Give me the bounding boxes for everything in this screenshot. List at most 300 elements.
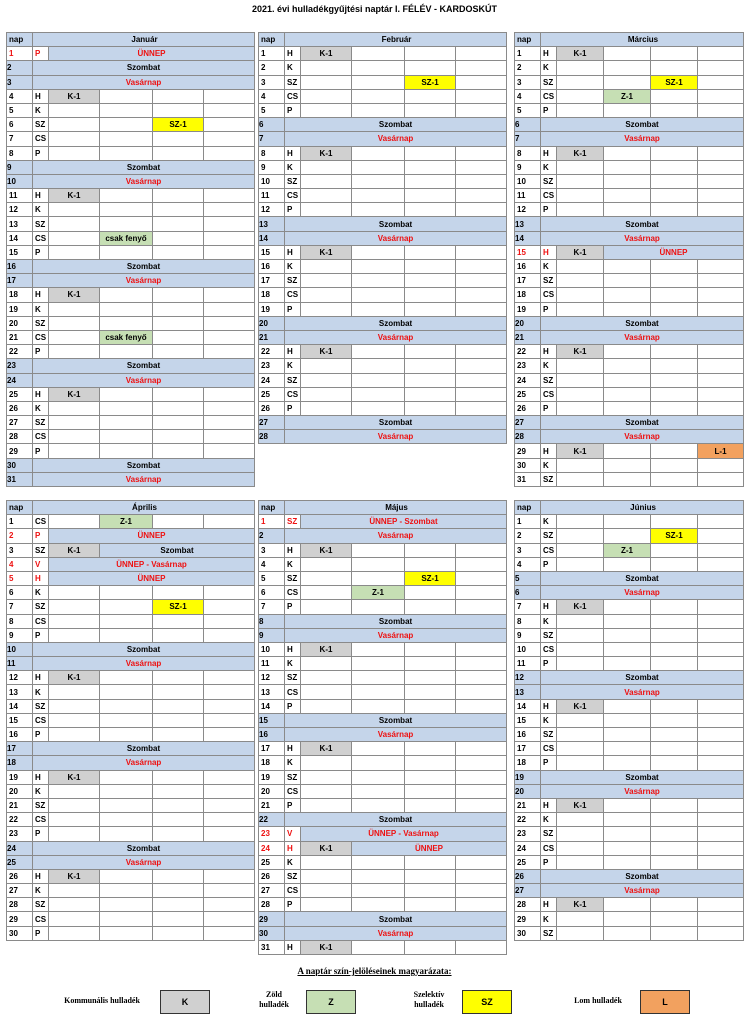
day-row — [259, 217, 507, 231]
empty-cell — [456, 61, 507, 75]
empty-cell — [204, 231, 255, 245]
empty-cell — [557, 189, 604, 203]
weekday-code: H — [33, 770, 49, 784]
empty-cell — [456, 345, 507, 359]
day-row — [259, 47, 507, 61]
day-number: 31 — [259, 940, 285, 954]
weekday-code: SZ — [285, 75, 301, 89]
empty-cell — [153, 884, 204, 898]
day-row — [259, 345, 507, 359]
month-table-aprilis — [6, 500, 255, 941]
empty-cell — [651, 798, 698, 812]
empty-cell — [604, 713, 651, 727]
weekday-code: K — [541, 515, 557, 529]
empty-cell — [604, 472, 651, 486]
day-note: Szombat — [33, 260, 255, 274]
day-number: 21 — [515, 330, 541, 344]
weekday-code: SZ — [33, 543, 49, 557]
day-number: 13 — [7, 685, 33, 699]
day-number: 6 — [7, 118, 33, 132]
day-row — [7, 813, 255, 827]
day-number: 13 — [515, 685, 541, 699]
empty-cell — [301, 756, 352, 770]
empty-cell — [651, 260, 698, 274]
empty-cell — [698, 699, 744, 713]
empty-cell — [698, 926, 744, 940]
empty-cell — [405, 89, 456, 103]
day-note: Szombat — [541, 770, 744, 784]
day-note: Szombat — [33, 458, 255, 472]
empty-cell — [49, 699, 100, 713]
day-number: 1 — [7, 515, 33, 529]
empty-cell — [698, 146, 744, 160]
empty-cell — [100, 628, 153, 642]
weekday-code: K — [33, 302, 49, 316]
empty-cell — [100, 728, 153, 742]
empty-cell — [604, 515, 651, 529]
empty-cell — [604, 728, 651, 742]
weekday-code: CS — [33, 330, 49, 344]
day-note: Szombat — [33, 160, 255, 174]
empty-cell — [100, 430, 153, 444]
day-number: 10 — [7, 174, 33, 188]
empty-cell — [100, 103, 153, 117]
day-number: 7 — [259, 132, 285, 146]
day-row — [515, 203, 744, 217]
day-note: ÜNNEP — [49, 47, 255, 61]
collection-marker: SZ-1 — [153, 600, 204, 614]
empty-cell — [100, 699, 153, 713]
day-number: 15 — [7, 713, 33, 727]
day-row — [259, 274, 507, 288]
empty-cell — [352, 855, 405, 869]
empty-cell — [153, 671, 204, 685]
empty-cell — [301, 784, 352, 798]
empty-cell — [49, 798, 100, 812]
day-number: 18 — [259, 288, 285, 302]
empty-cell — [49, 245, 100, 259]
day-row — [259, 245, 507, 259]
collection-marker: K-1 — [49, 770, 100, 784]
empty-cell — [49, 827, 100, 841]
day-row — [515, 557, 744, 571]
empty-cell — [100, 586, 153, 600]
day-number: 12 — [515, 203, 541, 217]
weekday-code: H — [285, 940, 301, 954]
empty-cell — [204, 912, 255, 926]
empty-cell — [456, 203, 507, 217]
day-row — [7, 671, 255, 685]
empty-cell — [100, 89, 153, 103]
legend-box-zold: Z — [306, 990, 356, 1014]
day-row — [259, 685, 507, 699]
day-row — [7, 699, 255, 713]
weekday-code: SZ — [285, 869, 301, 883]
day-row — [515, 458, 744, 472]
day-note: ÜNNEP — [352, 841, 507, 855]
day-number: 12 — [515, 671, 541, 685]
empty-cell — [153, 869, 204, 883]
empty-cell — [604, 600, 651, 614]
day-row — [7, 75, 255, 89]
weekday-code: K — [33, 685, 49, 699]
weekday-code: H — [33, 288, 49, 302]
day-note: Szombat — [285, 713, 507, 727]
empty-cell — [604, 798, 651, 812]
weekday-code: K — [285, 160, 301, 174]
empty-cell — [352, 302, 405, 316]
day-row — [259, 401, 507, 415]
day-number: 2 — [259, 529, 285, 543]
weekday-code: K — [285, 260, 301, 274]
day-row — [515, 416, 744, 430]
empty-cell — [698, 600, 744, 614]
empty-cell — [557, 359, 604, 373]
empty-cell — [698, 813, 744, 827]
empty-cell — [100, 827, 153, 841]
day-number: 5 — [515, 571, 541, 585]
day-note: Vasárnap — [541, 586, 744, 600]
empty-cell — [698, 756, 744, 770]
day-row — [7, 373, 255, 387]
day-row — [7, 260, 255, 274]
weekday-code: CS — [541, 642, 557, 656]
empty-cell — [604, 174, 651, 188]
empty-cell — [456, 387, 507, 401]
day-row — [7, 274, 255, 288]
day-row — [7, 89, 255, 103]
empty-cell — [651, 841, 698, 855]
weekday-code: P — [285, 798, 301, 812]
weekday-code: SZ — [33, 316, 49, 330]
day-number: 2 — [515, 61, 541, 75]
day-row — [515, 515, 744, 529]
empty-cell — [153, 728, 204, 742]
weekday-code: CS — [285, 586, 301, 600]
day-number: 19 — [7, 302, 33, 316]
empty-cell — [301, 699, 352, 713]
weekday-code: SZ — [541, 926, 557, 940]
day-row — [7, 685, 255, 699]
empty-cell — [456, 756, 507, 770]
weekday-code: CS — [33, 614, 49, 628]
day-row — [259, 330, 507, 344]
empty-cell — [604, 642, 651, 656]
collection-marker: K-1 — [557, 47, 604, 61]
day-number: 7 — [7, 132, 33, 146]
day-number: 17 — [259, 742, 285, 756]
weekday-code: P — [541, 557, 557, 571]
weekday-code: SZ — [33, 416, 49, 430]
day-row — [7, 430, 255, 444]
day-row — [515, 699, 744, 713]
day-number: 12 — [7, 671, 33, 685]
empty-cell — [204, 316, 255, 330]
empty-cell — [100, 713, 153, 727]
empty-cell — [604, 444, 651, 458]
day-number: 13 — [7, 217, 33, 231]
empty-cell — [153, 401, 204, 415]
weekday-code: K — [541, 813, 557, 827]
empty-cell — [557, 614, 604, 628]
month-name: Május — [285, 501, 507, 515]
empty-cell — [153, 330, 204, 344]
empty-cell — [557, 713, 604, 727]
day-number: 19 — [515, 302, 541, 316]
empty-cell — [456, 586, 507, 600]
empty-cell — [153, 444, 204, 458]
collection-marker: SZ-1 — [153, 118, 204, 132]
day-row — [259, 600, 507, 614]
empty-cell — [698, 557, 744, 571]
empty-cell — [405, 543, 456, 557]
collection-marker: K-1 — [301, 543, 352, 557]
month-name: Február — [285, 33, 507, 47]
day-row — [7, 146, 255, 160]
empty-cell — [557, 288, 604, 302]
day-number: 21 — [7, 330, 33, 344]
empty-cell — [204, 330, 255, 344]
collection-marker: K-1 — [301, 642, 352, 656]
day-row — [7, 132, 255, 146]
day-number: 1 — [7, 47, 33, 61]
day-number: 4 — [515, 557, 541, 571]
calendar-title: 2021. évi hulladékgyűjtési naptár I. FÉLÉV - KARDOSKÚT — [251, 4, 498, 14]
day-row — [259, 174, 507, 188]
day-row — [7, 926, 255, 940]
day-number: 22 — [515, 345, 541, 359]
empty-cell — [49, 146, 100, 160]
empty-cell — [698, 841, 744, 855]
month-table-marcius — [514, 32, 744, 487]
day-row — [259, 515, 507, 529]
empty-cell — [352, 345, 405, 359]
empty-cell — [352, 671, 405, 685]
empty-cell — [557, 458, 604, 472]
empty-cell — [153, 515, 204, 529]
day-number: 6 — [7, 586, 33, 600]
day-row — [515, 855, 744, 869]
empty-cell — [651, 699, 698, 713]
collection-marker: Z-1 — [100, 515, 153, 529]
day-number: 5 — [259, 571, 285, 585]
empty-cell — [301, 288, 352, 302]
empty-cell — [49, 898, 100, 912]
empty-cell — [204, 869, 255, 883]
weekday-code: H — [285, 642, 301, 656]
weekday-code: P — [541, 756, 557, 770]
day-row — [259, 657, 507, 671]
empty-cell — [204, 288, 255, 302]
day-note: Vasárnap — [541, 430, 744, 444]
day-row — [7, 642, 255, 656]
empty-cell — [100, 884, 153, 898]
empty-cell — [456, 302, 507, 316]
empty-cell — [352, 203, 405, 217]
empty-cell — [204, 628, 255, 642]
empty-cell — [698, 174, 744, 188]
day-row — [7, 884, 255, 898]
day-number: 23 — [515, 359, 541, 373]
day-note: Vasárnap — [33, 274, 255, 288]
empty-cell — [204, 444, 255, 458]
day-number: 5 — [7, 103, 33, 117]
day-note: Szombat — [33, 61, 255, 75]
weekday-code: P — [33, 926, 49, 940]
empty-cell — [204, 401, 255, 415]
collection-marker: K-1 — [557, 245, 604, 259]
empty-cell — [698, 160, 744, 174]
weekday-code: P — [33, 728, 49, 742]
empty-cell — [405, 756, 456, 770]
empty-cell — [49, 444, 100, 458]
day-note: Szombat — [285, 217, 507, 231]
empty-cell — [651, 855, 698, 869]
weekday-code: CS — [285, 387, 301, 401]
day-number: 20 — [515, 784, 541, 798]
day-number: 18 — [515, 756, 541, 770]
day-number: 18 — [7, 756, 33, 770]
day-note: Vasárnap — [285, 132, 507, 146]
collection-marker: K-1 — [301, 841, 352, 855]
weekday-code: P — [33, 47, 49, 61]
day-row — [7, 231, 255, 245]
day-number: 10 — [515, 642, 541, 656]
empty-cell — [301, 75, 352, 89]
day-number: 22 — [7, 813, 33, 827]
empty-cell — [153, 926, 204, 940]
empty-cell — [456, 685, 507, 699]
empty-cell — [49, 813, 100, 827]
day-note: Vasárnap — [541, 884, 744, 898]
empty-cell — [352, 260, 405, 274]
empty-cell — [698, 260, 744, 274]
day-row — [259, 132, 507, 146]
day-row — [515, 189, 744, 203]
weekday-code: V — [285, 827, 301, 841]
empty-cell — [698, 642, 744, 656]
empty-cell — [100, 245, 153, 259]
day-number: 30 — [7, 458, 33, 472]
day-number: 26 — [259, 401, 285, 415]
weekday-code: CS — [541, 543, 557, 557]
day-row — [515, 217, 744, 231]
day-row — [7, 302, 255, 316]
empty-cell — [100, 926, 153, 940]
collection-marker: K-1 — [49, 671, 100, 685]
empty-cell — [456, 401, 507, 415]
empty-cell — [49, 416, 100, 430]
empty-cell — [651, 515, 698, 529]
day-number: 17 — [515, 742, 541, 756]
day-number: 20 — [7, 784, 33, 798]
day-note: Vasárnap — [285, 430, 507, 444]
day-row — [259, 642, 507, 656]
empty-cell — [557, 628, 604, 642]
day-number: 14 — [515, 699, 541, 713]
empty-cell — [153, 132, 204, 146]
empty-cell — [651, 827, 698, 841]
day-note: Vasárnap — [285, 529, 507, 543]
empty-cell — [153, 146, 204, 160]
day-row — [259, 614, 507, 628]
empty-cell — [100, 387, 153, 401]
empty-cell — [100, 132, 153, 146]
weekday-code: CS — [541, 189, 557, 203]
day-note: Szombat — [541, 118, 744, 132]
day-number: 22 — [259, 345, 285, 359]
day-number: 22 — [7, 345, 33, 359]
day-row — [259, 231, 507, 245]
day-row — [259, 699, 507, 713]
weekday-code: SZ — [285, 515, 301, 529]
empty-cell — [49, 316, 100, 330]
empty-cell — [100, 203, 153, 217]
empty-cell — [557, 912, 604, 926]
day-row — [259, 855, 507, 869]
day-row — [7, 600, 255, 614]
empty-cell — [456, 742, 507, 756]
empty-cell — [204, 898, 255, 912]
weekday-code: H — [285, 841, 301, 855]
weekday-code: SZ — [33, 898, 49, 912]
collection-marker: K-1 — [301, 345, 352, 359]
day-number: 7 — [515, 600, 541, 614]
day-row — [7, 118, 255, 132]
day-row — [7, 288, 255, 302]
empty-cell — [49, 685, 100, 699]
empty-cell — [405, 401, 456, 415]
empty-cell — [698, 657, 744, 671]
day-number: 16 — [7, 728, 33, 742]
day-note: Szombat — [541, 571, 744, 585]
day-number: 4 — [259, 557, 285, 571]
day-row — [259, 827, 507, 841]
empty-cell — [204, 770, 255, 784]
day-row — [515, 260, 744, 274]
empty-cell — [604, 345, 651, 359]
empty-cell — [100, 302, 153, 316]
empty-cell — [204, 245, 255, 259]
collection-marker: K-1 — [49, 387, 100, 401]
weekday-code: CS — [541, 288, 557, 302]
empty-cell — [153, 898, 204, 912]
empty-cell — [456, 784, 507, 798]
empty-cell — [352, 898, 405, 912]
empty-cell — [456, 699, 507, 713]
day-row — [515, 160, 744, 174]
empty-cell — [456, 47, 507, 61]
day-number: 29 — [7, 912, 33, 926]
weekday-code: H — [285, 742, 301, 756]
day-number: 20 — [259, 784, 285, 798]
day-row — [259, 75, 507, 89]
day-note: Vasárnap — [541, 231, 744, 245]
empty-cell — [100, 416, 153, 430]
day-number: 14 — [259, 231, 285, 245]
empty-cell — [604, 288, 651, 302]
day-row — [7, 189, 255, 203]
empty-cell — [456, 260, 507, 274]
collection-marker: L-1 — [698, 444, 744, 458]
legend-label-szelektiv: Szelektív hulladék — [413, 990, 445, 1009]
month-name: Június — [541, 501, 744, 515]
empty-cell — [557, 515, 604, 529]
day-number: 3 — [515, 75, 541, 89]
empty-cell — [698, 798, 744, 812]
day-note: Vasárnap — [33, 174, 255, 188]
empty-cell — [352, 103, 405, 117]
